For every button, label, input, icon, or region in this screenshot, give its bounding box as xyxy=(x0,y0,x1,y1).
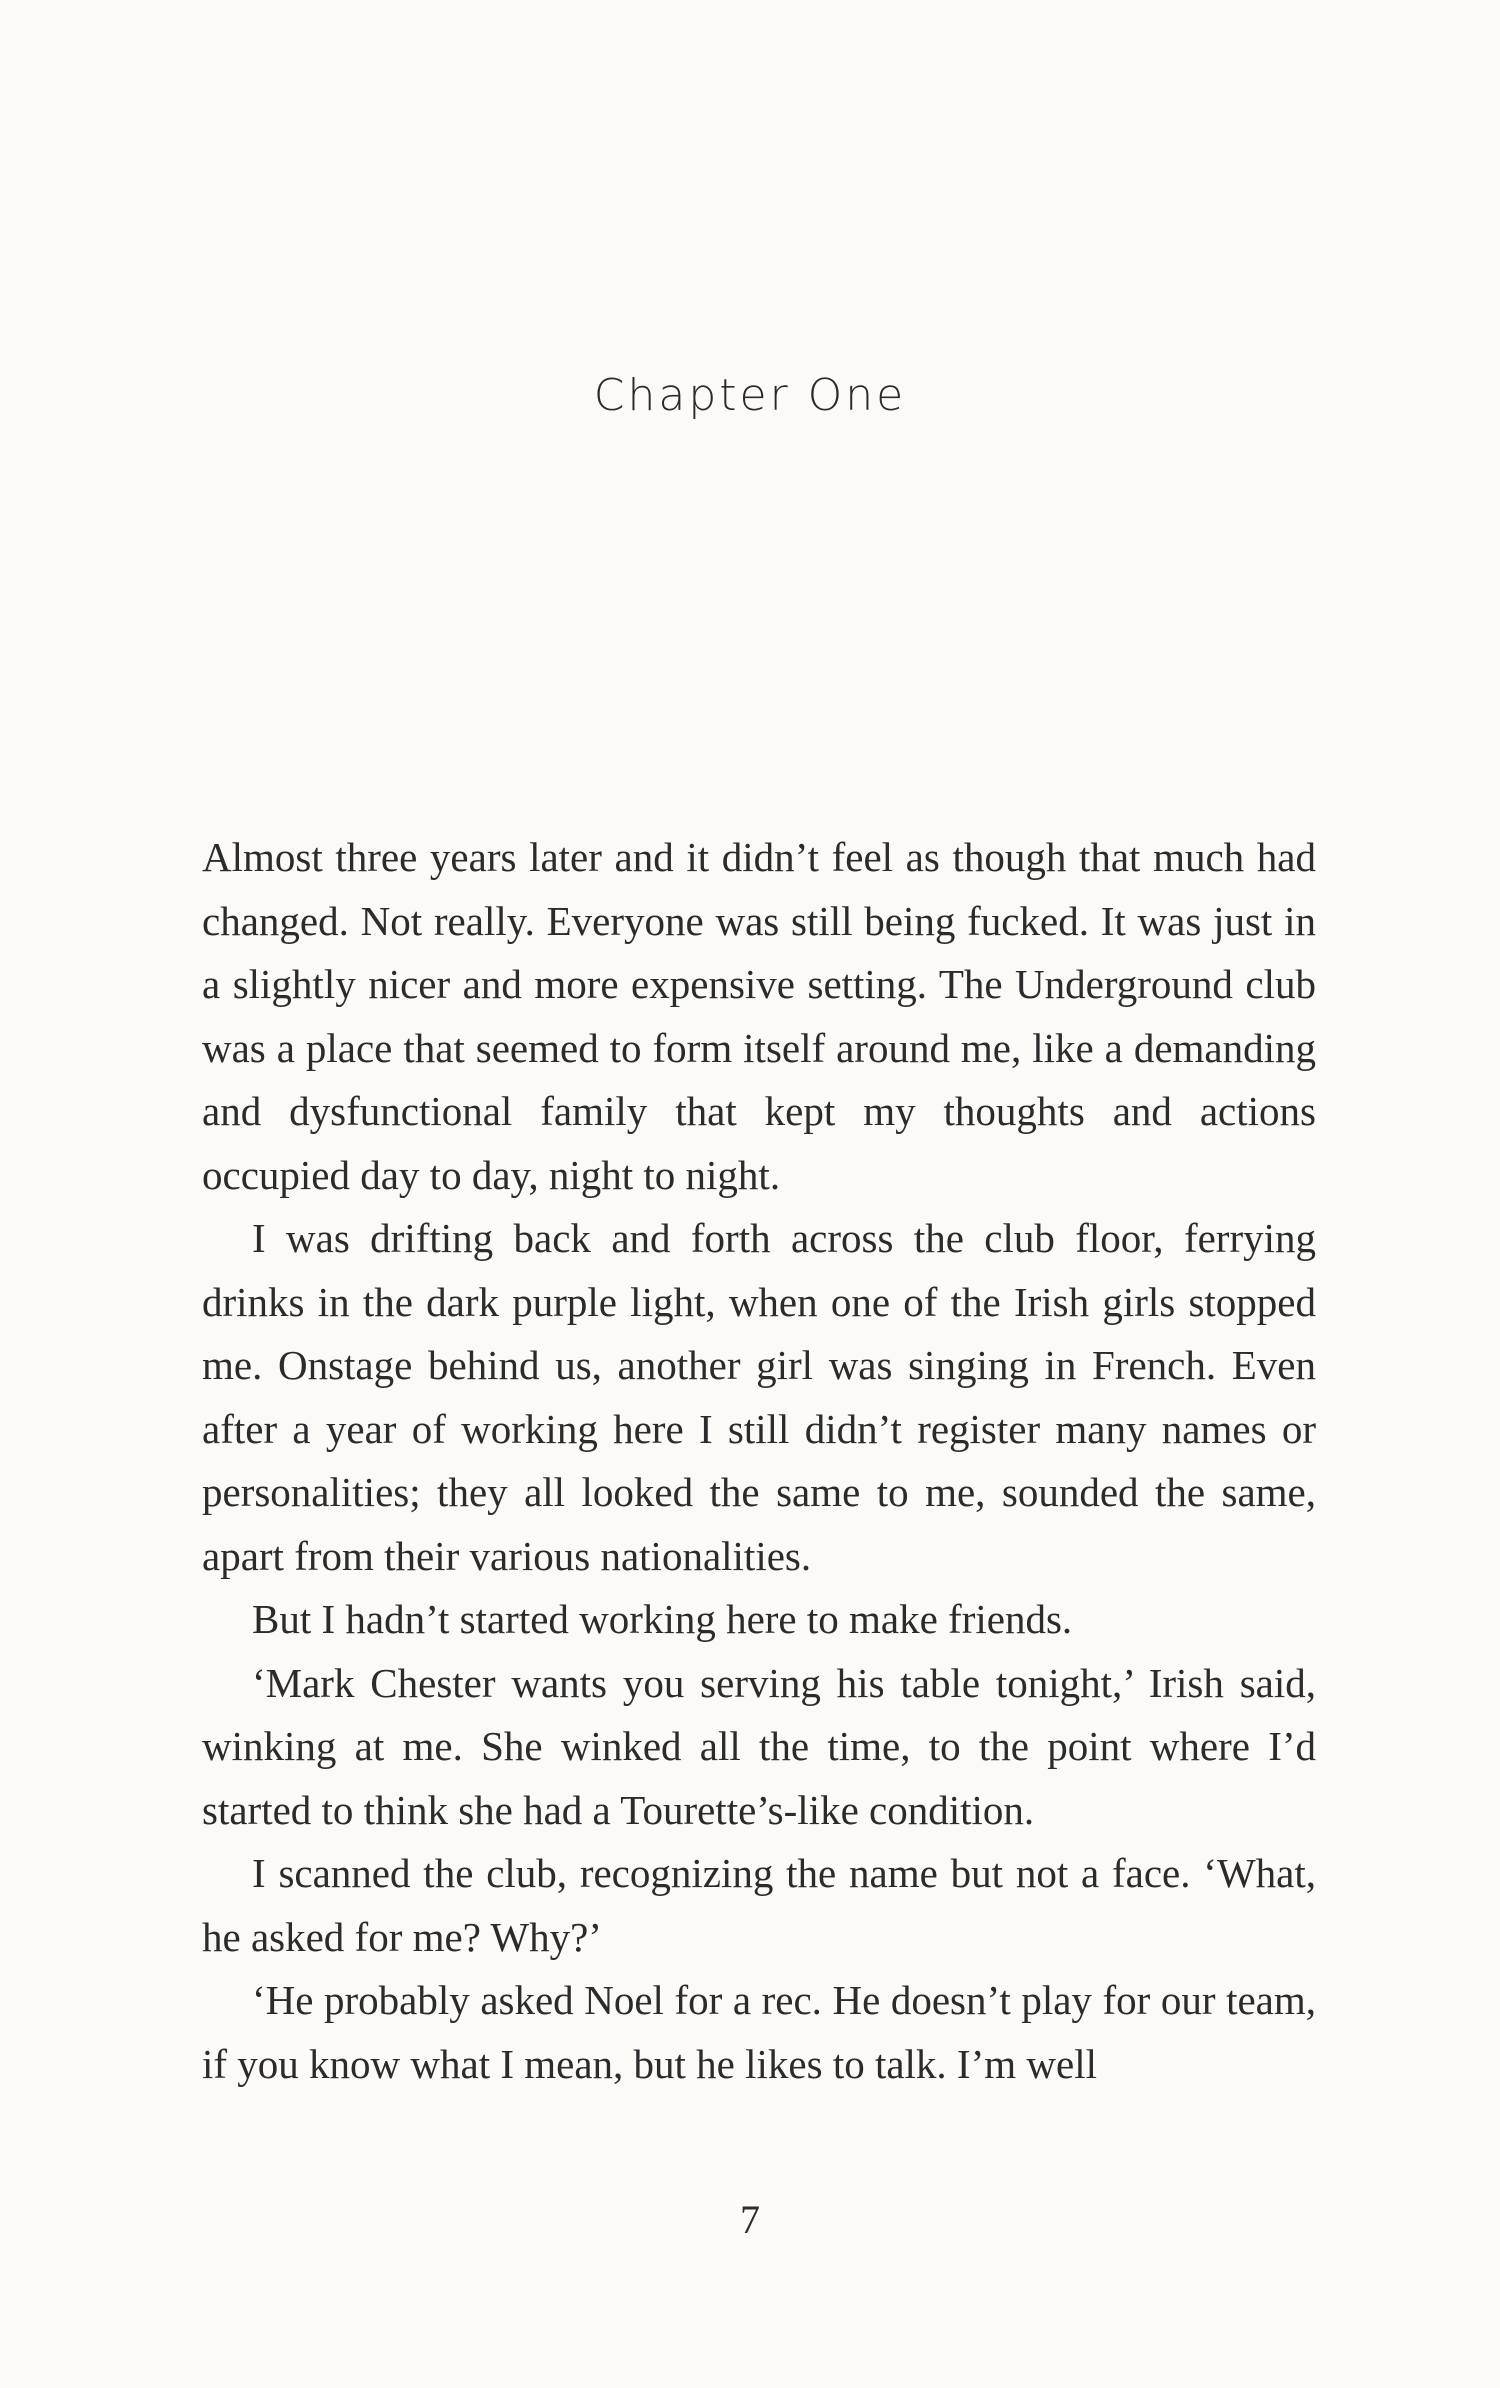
paragraph: But I hadn’t started working here to make friends. xyxy=(252,1596,1073,1642)
chapter-body xyxy=(202,826,1316,2096)
paragraph: ‘He probably asked Noel for a rec. He doesn’t play for our team, if you know what I mean, but he likes to talk. I’m well xyxy=(202,1977,1316,2087)
page-number: 7 xyxy=(740,2197,760,2242)
paragraph: Almost three years later and it didn’t feel as though that much had changed. Not really. Everyone was still being fucked. It was just in a slightly nicer and more expensive setting. The Underground club was a place that seemed to form itself around me, like a demanding and dysfunctional family that kept my thoughts and actions occupied day to day, night to night. xyxy=(202,834,1316,1198)
paragraph: I was drifting back and forth across the club floor, ferrying drinks in the dark purple light, when one of the Irish girls stopped me. Onstage behind us, another girl was singing in French. Even after a year of working here I still didn’t register many names or personalities; they all looked the same to me, sounded the same, apart from their various nationalities. xyxy=(202,1215,1316,1579)
paragraph: I scanned the club, recognizing the name but not a face. ‘What, he asked for me? Why?’ xyxy=(202,1850,1316,1960)
paragraph: ‘Mark Chester wants you serving his table tonight,’ Irish said, winking at me. She winked all the time, to the point where I’d started to think she had a Tourette’s-like condition. xyxy=(202,1659,1316,1833)
chapter-title: Chapter One xyxy=(593,370,907,421)
